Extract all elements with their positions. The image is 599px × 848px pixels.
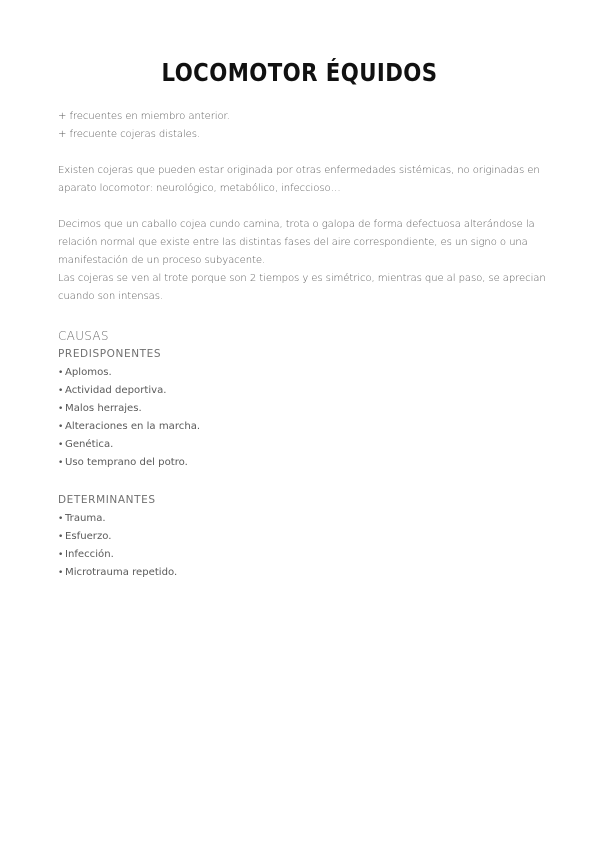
systemic-paragraph (58, 162, 544, 198)
list-item: • Genética. (58, 436, 200, 454)
bullet-icon: • (58, 568, 64, 578)
bullet-icon: • (58, 550, 64, 560)
bullet-icon: • (58, 440, 64, 450)
list-item: • Esfuerzo. (58, 528, 177, 546)
intro-block (58, 108, 544, 144)
list-item: • Microtrauma repetido. (58, 564, 177, 582)
bullet-icon: • (58, 386, 64, 396)
paragraph-line: relación normal que existe entre las distintas fases del aire correspondiente, es un signo o una (58, 237, 528, 248)
paragraph-line: cuando son intensas. (58, 291, 164, 302)
bullet-icon: • (58, 458, 64, 468)
definition-paragraph (58, 216, 544, 306)
predisposing-list (58, 364, 200, 472)
list-item: • Uso temprano del potro. (58, 454, 200, 472)
paragraph-line: Decimos que un caballo cojea cundo camina, trota o galopa de forma defectuosa alterándose la (58, 219, 535, 230)
page-title: LOCOMOTOR ÉQUIDOS (161, 58, 438, 87)
paragraph-line: manifestación de un proceso subyacente. (58, 255, 266, 266)
bullet-icon: • (58, 368, 64, 378)
list-item: • Malos herrajes. (58, 400, 200, 418)
intro-line: + frecuentes en miembro anterior. (58, 111, 230, 122)
determining-heading: DETERMINANTES (58, 494, 156, 506)
intro-line: + frecuente cojeras distales. (58, 129, 201, 140)
predisposing-heading: PREDISPONENTES (58, 348, 162, 360)
determining-list (58, 510, 177, 582)
bullet-icon: • (58, 532, 64, 542)
bullet-icon: • (58, 422, 64, 432)
list-item: • Actividad deportiva. (58, 382, 200, 400)
list-item: • Aplomos. (58, 364, 200, 382)
bullet-icon: • (58, 514, 64, 524)
causes-heading: CAUSAS (58, 329, 109, 343)
paragraph-line: Las cojeras se ven al trote porque son 2 tiempos y es simétrico, mientras que al paso, se aprecian (58, 273, 546, 284)
list-item: • Infección. (58, 546, 177, 564)
paragraph-line: aparato locomotor: neurológico, metabólico, infeccioso… (58, 183, 341, 194)
list-item: • Trauma. (58, 510, 177, 528)
bullet-icon: • (58, 404, 64, 414)
list-item: • Alteraciones en la marcha. (58, 418, 200, 436)
paragraph-line: Existen cojeras que pueden estar originada por otras enfermedades sistémicas, no originadas en (58, 165, 540, 176)
